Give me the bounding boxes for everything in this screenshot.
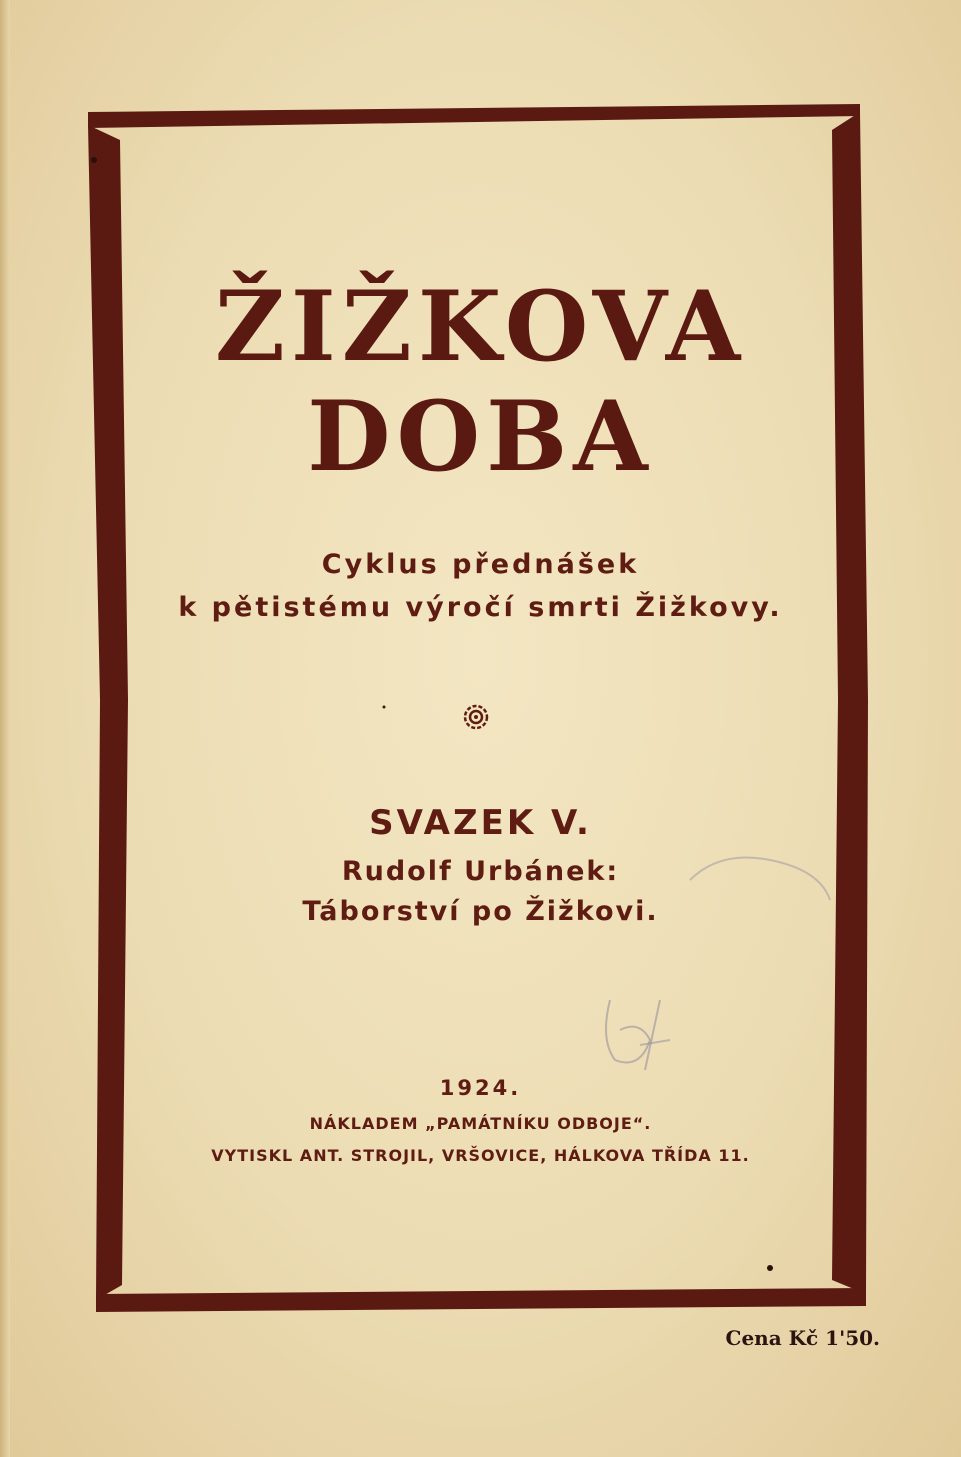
volume-label: SVAZEK V.: [369, 803, 592, 843]
publication-year: 1924.: [439, 1076, 522, 1100]
title-line-1: ŽIŽKOVA: [214, 270, 747, 383]
printer-line: VYTISKL ANT. STROJIL, VRŠOVICE, HÁLKOVA TŘÍDA 11.: [211, 1146, 750, 1165]
price-stamp: Cena Kč 1'50.: [725, 1326, 880, 1350]
work-title: Táborství po Žižkovi.: [302, 896, 659, 927]
title-line-2: DOBA: [307, 380, 654, 493]
subtitle-line-1: Cyklus přednášek: [321, 549, 640, 580]
publisher-line: NÁKLADEM „PAMÁTNÍKU ODBOJE“.: [309, 1114, 652, 1133]
author-name: Rudolf Urbánek:: [341, 856, 620, 887]
flower-ornament-icon: [461, 702, 491, 732]
subtitle-line-2: k pětistému výročí smrti Žižkovy.: [178, 592, 783, 623]
